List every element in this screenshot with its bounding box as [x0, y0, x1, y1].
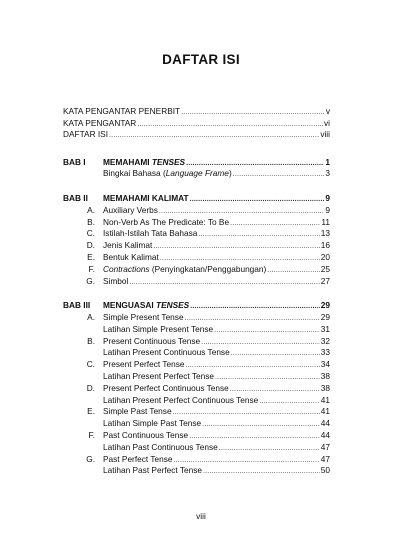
- section-row[interactable]: [63, 418, 330, 430]
- section-page: 34: [320, 359, 330, 370]
- section-title: [103, 336, 200, 348]
- section-title: [103, 252, 159, 264]
- section-title: [103, 454, 173, 466]
- section-title-text: Latihan Present Continuous Tense: [103, 347, 230, 358]
- section-row[interactable]: [63, 168, 330, 180]
- section-row[interactable]: [63, 336, 330, 348]
- section-row[interactable]: [63, 371, 330, 383]
- section-page: 38: [320, 370, 330, 381]
- section-title: [103, 395, 258, 407]
- chapter-title-text: MENGUASAI: [103, 300, 157, 311]
- section-letter: F.: [88, 429, 95, 440]
- section-letter: F.: [88, 263, 95, 274]
- section-letter: G.: [86, 275, 95, 286]
- section-page: 20: [320, 251, 330, 262]
- toc-row[interactable]: [63, 129, 330, 141]
- section-title-italic: Language Frame: [165, 168, 229, 179]
- chapter-number: BAB II: [63, 193, 88, 204]
- section-row[interactable]: [63, 240, 330, 252]
- section-title-text: Present Perfect Tense: [103, 359, 185, 370]
- section-row[interactable]: [63, 465, 330, 477]
- section-title: [103, 205, 158, 217]
- section-row[interactable]: [63, 406, 330, 418]
- section-title-italic: Contractions: [103, 263, 150, 274]
- section-title-text: Present Continuous Tense: [103, 335, 201, 346]
- section-title: [103, 228, 197, 240]
- section-page: 44: [320, 418, 330, 429]
- chapter-page: 1: [325, 156, 330, 167]
- section-row[interactable]: [63, 276, 330, 288]
- section-gap: [63, 141, 330, 157]
- section-row[interactable]: [63, 347, 330, 359]
- section-title: [103, 324, 213, 336]
- chapter-title: [103, 193, 189, 205]
- section-page: 31: [320, 323, 330, 334]
- chapter-title-text: MEMAHAMI: [103, 156, 152, 167]
- section-letter: B.: [87, 335, 95, 346]
- section-row[interactable]: [63, 442, 330, 454]
- chapter-heading[interactable]: [63, 300, 330, 312]
- section-row[interactable]: [63, 454, 330, 466]
- toc-entry-page: vi: [324, 117, 330, 128]
- section-title-text: Latihan Present Perfect Continuous Tense: [103, 394, 259, 405]
- section-title-text: Auxiliary Verbs: [103, 204, 158, 215]
- section-page: 47: [320, 441, 330, 452]
- section-title-text: Present Perfect Continuous Tense: [103, 382, 229, 393]
- section-row[interactable]: [63, 395, 330, 407]
- section-letter: E.: [87, 251, 95, 262]
- chapter-page: 29: [320, 300, 330, 311]
- section-page: 3: [325, 168, 330, 179]
- section-letter: A.: [87, 204, 95, 215]
- section-letter: A.: [87, 311, 95, 322]
- section-letter: B.: [87, 216, 95, 227]
- section-title: [103, 371, 214, 383]
- leader-dots: [129, 277, 319, 289]
- chapter-list: [63, 157, 330, 477]
- section-title-text: Latihan Simple Present Tense: [103, 323, 214, 334]
- toc-entry: [103, 276, 330, 289]
- toc-entry-page: v: [325, 106, 330, 116]
- chapter-page: 9: [325, 193, 330, 204]
- section-page: 41: [320, 394, 330, 405]
- chapter-number: BAB I: [63, 156, 86, 167]
- section-row[interactable]: [63, 252, 330, 264]
- section-letter: D.: [86, 382, 95, 393]
- section-title-text: Simple Present Tense: [103, 311, 184, 322]
- page-number: viii: [196, 511, 206, 521]
- section-title-text: Latihan Past Perfect Tense: [103, 465, 203, 476]
- section-row[interactable]: [63, 264, 330, 276]
- section-page: 9: [325, 204, 330, 215]
- page-title: DAFTAR ISI: [162, 52, 240, 67]
- section-title: [103, 240, 152, 252]
- section-title: [103, 347, 230, 359]
- section-row[interactable]: [63, 359, 330, 371]
- section-page: 13: [320, 228, 330, 239]
- section-title-text: Past Perfect Tense: [103, 453, 173, 464]
- section-letter: C.: [86, 228, 95, 239]
- toc-entry-title: KATA PENGANTAR PENERBIT: [63, 106, 181, 116]
- toc-entry: [103, 168, 330, 181]
- chapter-number: BAB III: [63, 300, 91, 311]
- section-letter: C.: [86, 359, 95, 370]
- section-title-suffix: (Penyingkatan/Penggabungan): [149, 263, 267, 274]
- section-title-text: Non-Verb As The Predicate: To Be: [103, 216, 230, 227]
- section-page: 25: [320, 263, 330, 274]
- leader-dots: [109, 130, 319, 142]
- chapter-title-italic: TENSES: [151, 156, 186, 167]
- section-gap: [63, 287, 330, 300]
- section-title-text: Simbol: [103, 275, 129, 286]
- section-page: 38: [320, 382, 330, 393]
- section-title: [103, 406, 172, 418]
- section-title-text: Simple Past Tense: [103, 406, 172, 417]
- section-title: [103, 312, 184, 324]
- section-gap: [63, 180, 330, 193]
- leader-dots: [203, 466, 320, 478]
- section-row[interactable]: [63, 383, 330, 395]
- section-title-text: Past Continuous Tense: [103, 429, 189, 440]
- section-row[interactable]: [63, 312, 330, 324]
- toc-entry-title: DAFTAR ISI: [63, 129, 109, 140]
- section-page: 32: [320, 335, 330, 346]
- toc-entry-page: viii: [320, 129, 330, 140]
- section-row[interactable]: [63, 324, 330, 336]
- toc-row[interactable]: [63, 118, 330, 130]
- section-title-text: Bingkai Bahasa (: [103, 168, 166, 179]
- section-row[interactable]: [63, 228, 330, 240]
- section-title-suffix: ): [228, 168, 232, 179]
- chapter-title-text: MEMAHAMI KALIMAT: [103, 193, 189, 204]
- section-title: [103, 276, 128, 288]
- toc-row[interactable]: [63, 106, 330, 118]
- section-title: [103, 418, 201, 430]
- chapter-heading[interactable]: [63, 193, 330, 205]
- section-page: 44: [320, 429, 330, 440]
- leader-dots: [233, 169, 325, 181]
- section-title-text: Latihan Simple Past Tense: [103, 418, 202, 429]
- section-page: 33: [320, 347, 330, 358]
- section-title: [103, 264, 266, 276]
- section-title: [103, 359, 184, 371]
- section-letter: G.: [86, 453, 95, 464]
- section-page: 27: [320, 275, 330, 286]
- section-title: [103, 442, 218, 454]
- section-title-text: Bentuk Kalimat: [103, 251, 159, 262]
- toc-entry: [63, 129, 330, 142]
- chapter-title: [103, 157, 185, 169]
- section-page: 50: [320, 465, 330, 476]
- chapter-heading[interactable]: [63, 157, 330, 169]
- section-title: [103, 217, 229, 229]
- section-title: [103, 465, 202, 477]
- section-page: 16: [320, 240, 330, 251]
- section-title: [103, 430, 188, 442]
- toc-entry: [103, 465, 330, 478]
- section-page: 11: [321, 216, 330, 227]
- chapter-title: [103, 300, 189, 312]
- section-page: 29: [320, 311, 330, 322]
- chapter-title-italic: TENSES: [156, 300, 190, 311]
- section-row[interactable]: [63, 217, 330, 229]
- section-title: [103, 383, 229, 395]
- section-title: [103, 168, 232, 180]
- section-title-text: Latihan Present Perfect Tense: [103, 370, 215, 381]
- section-title-text: Jenis Kalimat: [103, 240, 153, 251]
- section-title-text: Latihan Past Continuous Tense: [103, 441, 218, 452]
- section-row[interactable]: [63, 430, 330, 442]
- front-matter-list: [63, 106, 330, 141]
- section-row[interactable]: [63, 205, 330, 217]
- section-page: 41: [320, 406, 330, 417]
- table-of-contents: [63, 106, 330, 477]
- section-letter: D.: [86, 240, 95, 251]
- toc-entry-title: KATA PENGANTAR: [63, 117, 137, 128]
- section-title-text: Istilah-Istilah Tata Bahasa: [103, 228, 198, 239]
- section-page: 47: [320, 453, 330, 464]
- section-letter: E.: [87, 406, 95, 417]
